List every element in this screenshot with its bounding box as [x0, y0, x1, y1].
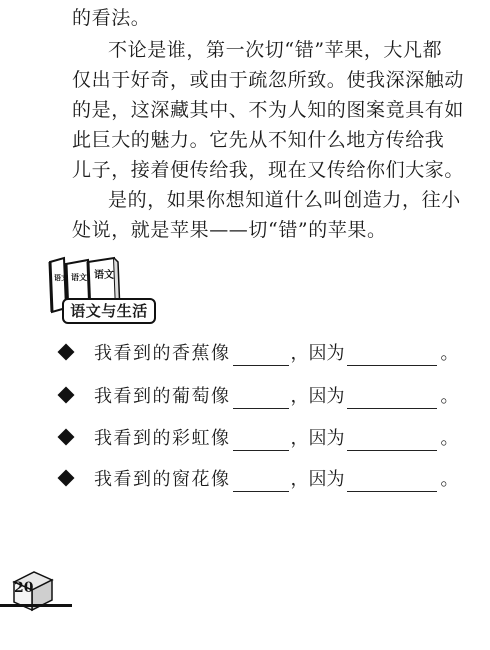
- reason-blank[interactable]: [347, 388, 437, 409]
- exercise-prompt: 我看到的窗花像: [94, 469, 231, 490]
- exercise-prompt: 我看到的葡萄像: [94, 386, 231, 407]
- exercise-item: [60, 385, 459, 409]
- reason-blank[interactable]: [347, 471, 437, 492]
- answer-blank[interactable]: [233, 430, 289, 451]
- passage-line: 的是，这深藏其中、不为人知的图案竟具有如: [72, 99, 465, 121]
- diamond-bullet-icon: [58, 344, 75, 361]
- diamond-bullet-icon: [58, 470, 75, 487]
- book-spine-label: 语文: [71, 273, 87, 282]
- because-label: ，因为: [290, 469, 345, 490]
- page-footer-rule: [0, 604, 72, 607]
- passage-line: 此巨大的魅力。它先从不知什么地方传给我: [72, 129, 445, 151]
- exercise-item: [60, 427, 459, 451]
- page-number: 20: [14, 580, 34, 596]
- section-title: 语文与生活: [62, 298, 156, 324]
- exercise-prompt: 我看到的香蕉像: [94, 343, 231, 364]
- diamond-bullet-icon: [58, 429, 75, 446]
- answer-blank[interactable]: [233, 471, 289, 492]
- reason-blank[interactable]: [347, 430, 437, 451]
- passage-line: 不论是谁，第一次切“错”苹果，大凡都: [108, 39, 443, 61]
- sentence-end: 。: [440, 469, 459, 490]
- passage-line: 是的，如果你想知道什么叫创造力，往小: [108, 189, 461, 211]
- exercise-prompt: 我看到的彩虹像: [94, 428, 231, 449]
- book-spine-label: 语文: [54, 274, 68, 282]
- exercise-item: [60, 342, 459, 366]
- because-label: ，因为: [290, 428, 345, 449]
- reason-blank[interactable]: [347, 345, 437, 366]
- passage-line: 儿子，接着便传给我，现在又传给你们大家。: [72, 159, 465, 181]
- passage-line: 处说，就是苹果——切“错”的苹果。: [72, 219, 387, 241]
- because-label: ，因为: [290, 343, 345, 364]
- sentence-end: 。: [440, 386, 459, 407]
- answer-blank[interactable]: [233, 388, 289, 409]
- book-spine-label: 语文: [94, 270, 114, 281]
- sentence-end: 。: [440, 428, 459, 449]
- passage-line: 仅出于好奇，或由于疏忽所致。使我深深触动: [72, 69, 465, 91]
- diamond-bullet-icon: [58, 387, 75, 404]
- answer-blank[interactable]: [233, 345, 289, 366]
- passage-line: 的看法。: [72, 7, 151, 29]
- sentence-end: 。: [440, 343, 459, 364]
- exercise-item: [60, 468, 459, 492]
- because-label: ，因为: [290, 386, 345, 407]
